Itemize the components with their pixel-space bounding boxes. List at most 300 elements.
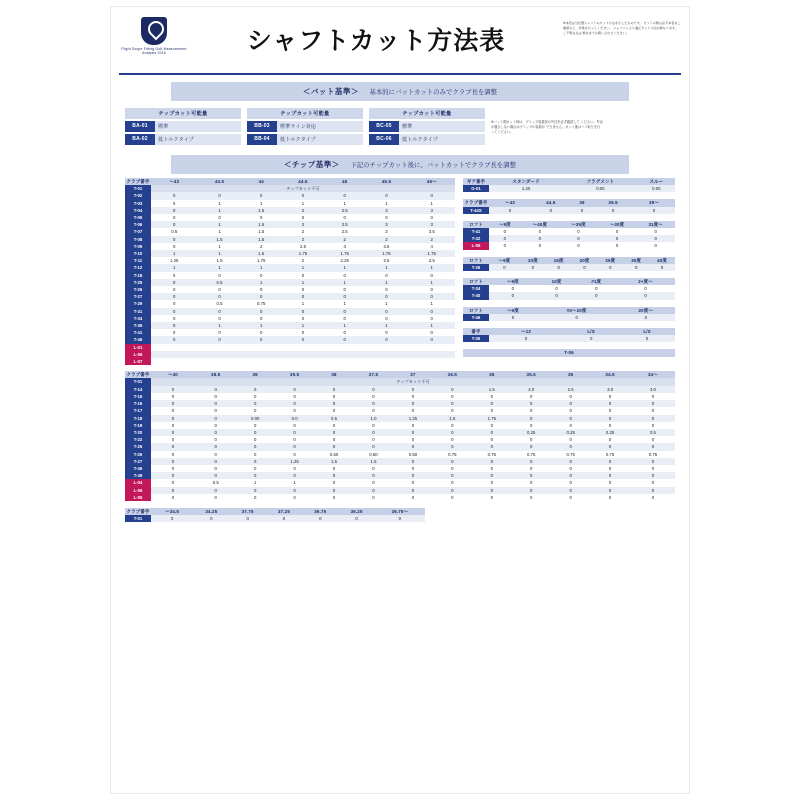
table-cell: 0	[195, 422, 237, 429]
column-header: 34.25	[193, 508, 229, 515]
table-cell: 0	[473, 458, 510, 465]
column-header: L/S	[619, 328, 675, 335]
table-cell: 1.5	[432, 415, 474, 422]
column-header: ロフト	[463, 257, 489, 264]
table-cell: 0.75	[510, 451, 552, 458]
row-label: G-01	[463, 185, 489, 192]
table-cell: 0	[151, 465, 195, 472]
table-cell: 0	[151, 407, 195, 414]
table-cell: 0	[242, 308, 281, 315]
table-cell: 1.5	[242, 221, 281, 228]
table-cell: 0	[589, 443, 631, 450]
table-cell	[325, 344, 364, 351]
row-label: T-12	[125, 264, 151, 271]
header-note: ※本表は当社製シャフトのカット方法を示したものです。 カットの際は必ず本表をご確認の上、作業を行ってください。 シャフトにより適正カット寸法が異なります。ご不明な点は 弊社までお問い合わせください。	[563, 21, 681, 35]
table-row	[125, 185, 455, 192]
table-cell: 0	[315, 465, 352, 472]
table-row	[125, 494, 675, 501]
column-header: ～40	[151, 371, 195, 378]
table-cell: 0	[151, 515, 193, 522]
table-row	[125, 214, 455, 221]
column-header: ロフト	[463, 278, 489, 285]
table-row	[125, 344, 455, 351]
column-header: ～9度	[489, 307, 537, 314]
table-cell: 0	[546, 264, 572, 271]
column-header: 10度	[520, 257, 546, 264]
table-cell: 0	[353, 465, 395, 472]
table-header-row	[463, 307, 675, 314]
table-cell: 0	[195, 429, 237, 436]
column-header: 10度	[537, 278, 577, 285]
table-cell: 1	[242, 200, 281, 207]
table-cell: 0	[597, 264, 623, 271]
table-cell: 0	[394, 386, 431, 393]
row-label: T-02	[125, 192, 151, 199]
table-cell: 1.5	[315, 458, 352, 465]
column-header: #1度	[576, 278, 616, 285]
table-row	[125, 436, 675, 443]
table-cell: 2	[242, 243, 281, 250]
table-cell: 0	[151, 386, 195, 393]
table-cell: 0	[633, 207, 675, 214]
table-cell	[151, 344, 197, 351]
document-page	[110, 6, 690, 794]
table-cell: 0	[274, 407, 316, 414]
table-cell: 0	[281, 293, 325, 300]
table-cell: 0	[242, 329, 281, 336]
butt-column-a-head: チップカット可能量	[125, 108, 241, 119]
table-cell: 0	[151, 451, 195, 458]
table-cell: 1	[242, 322, 281, 329]
table-cell: 0.75	[552, 451, 589, 458]
table-cell: 0.50	[394, 451, 431, 458]
table-cell: 0	[353, 386, 395, 393]
table-row	[125, 472, 675, 479]
column-header: 44.5	[281, 178, 325, 185]
table-cell: 0	[315, 443, 352, 450]
table-cell: 0	[394, 393, 431, 400]
table-cell: 0	[510, 443, 552, 450]
table-cell: 0	[531, 207, 571, 214]
table-cell: 0	[364, 293, 408, 300]
table-cell: 0	[302, 515, 338, 522]
column-header: #0～20度	[537, 307, 617, 314]
column-header: 20度～	[617, 307, 675, 314]
column-header: 30度	[623, 257, 649, 264]
table-cell: 0	[195, 465, 237, 472]
table-cell: 0	[325, 214, 364, 221]
column-header: クラブ番手	[126, 508, 150, 514]
butt-code: BC-05	[369, 121, 399, 132]
table-cell: 0	[151, 214, 197, 221]
table-cell: 0	[274, 422, 316, 429]
table-cell: 0	[537, 292, 577, 299]
table-cell: 0	[315, 422, 352, 429]
table-cell: 0	[151, 192, 197, 199]
row-label: T-07	[125, 228, 151, 235]
table-row	[125, 378, 675, 385]
row-label: T-11	[125, 257, 151, 264]
table-cell: 0	[281, 214, 325, 221]
table-cell: 0	[552, 494, 589, 501]
table-cell: 0	[572, 264, 598, 271]
table-cell: 0	[408, 214, 455, 221]
table-cell: 0	[195, 386, 237, 393]
table-cell: 1.5	[242, 228, 281, 235]
table-row	[125, 308, 455, 315]
table-cell: 0	[197, 286, 241, 293]
table-cell: 0.00	[638, 185, 675, 192]
column-header: 38	[315, 371, 352, 378]
table-cell: 0	[237, 487, 274, 494]
table-cell: 0	[473, 479, 510, 486]
table-cell: 0	[353, 472, 395, 479]
table-cell: 0	[510, 422, 552, 429]
table-row	[463, 264, 675, 271]
table-cell: 0	[619, 335, 675, 342]
table-cell: 0	[237, 429, 274, 436]
row-label: T-36	[125, 322, 151, 329]
table-cell: 0	[408, 329, 455, 336]
table-cell: 1	[325, 322, 364, 329]
table-row	[463, 335, 675, 342]
table-cell: 0	[408, 336, 455, 343]
table-left-top	[125, 178, 455, 365]
table-cell: 0	[242, 192, 281, 199]
table-cell: 0	[510, 494, 552, 501]
row-label: T-14	[125, 386, 151, 393]
table-row	[125, 207, 455, 214]
table-cell: 0	[473, 422, 510, 429]
table-cell: 0	[576, 285, 616, 292]
table-cell: 0	[151, 487, 195, 494]
table-cell: 0	[195, 451, 237, 458]
column-header: 36.75～	[375, 508, 425, 515]
table-cell: 0	[408, 192, 455, 199]
table-cell: 0	[537, 285, 577, 292]
table-header-row	[463, 278, 675, 285]
table-cell: 0	[353, 479, 395, 486]
table-cell: 0	[394, 436, 431, 443]
table-cell: 1.75	[242, 257, 281, 264]
row-label: T-05	[125, 214, 151, 221]
table-cell: 3.5	[364, 243, 408, 250]
table-cell: 0	[315, 494, 352, 501]
table-cell: 2	[281, 236, 325, 243]
table-cell: 0	[394, 458, 431, 465]
table-cell: 0	[552, 436, 589, 443]
column-header: 43.5	[197, 178, 241, 185]
table-row	[125, 407, 675, 414]
table-cell: 1	[197, 221, 241, 228]
table-cell: 0	[598, 235, 637, 242]
table-cell: 0	[636, 228, 675, 235]
row-label: T-16	[125, 400, 151, 407]
table-cell: 0	[510, 472, 552, 479]
table-cell: 2.0	[510, 386, 552, 393]
column-header: 16度	[546, 257, 572, 264]
table-cell: 1.5	[197, 257, 241, 264]
table-cell: 2.5	[325, 228, 364, 235]
butt-row	[369, 134, 485, 145]
butt-desc: 低トルクタイプ	[277, 134, 363, 145]
table-cell: 0	[489, 335, 563, 342]
table-cell: 0	[315, 400, 352, 407]
row-label: T-49	[125, 472, 151, 479]
table-cell: 0	[151, 221, 197, 228]
table-cell	[197, 358, 241, 365]
row-label: T-08	[125, 236, 151, 243]
table-cell: 0	[432, 407, 474, 414]
column-header: 39.5	[274, 371, 316, 378]
table-row	[463, 235, 675, 242]
table-cell: 0	[281, 336, 325, 343]
table-cell: 0	[552, 415, 589, 422]
table-cell: 0	[325, 315, 364, 322]
table-cell: 1	[197, 264, 241, 271]
table-cell: 0	[242, 214, 281, 221]
table-cell: 0.25	[552, 429, 589, 436]
table-cell: 0	[552, 407, 589, 414]
column-header: ～40度	[521, 221, 560, 228]
table-cell: 0	[589, 407, 631, 414]
table-cell: 1	[364, 264, 408, 271]
table-cell: 1	[197, 207, 241, 214]
column-header: 40度	[649, 257, 675, 264]
column-header: ロフト	[463, 221, 489, 228]
table-cell: 1	[364, 279, 408, 286]
table-cell: 0	[325, 308, 364, 315]
table-cell: 0	[364, 315, 408, 322]
page-title: シャフトカット方法表	[246, 26, 506, 55]
table-cell: 0	[237, 472, 274, 479]
table-cell	[197, 351, 241, 358]
table-cell: 0	[589, 458, 631, 465]
table-cell: 0	[364, 286, 408, 293]
table-cell: 0	[432, 429, 474, 436]
table-cell: 0	[353, 436, 395, 443]
table-cell	[408, 344, 455, 351]
table-cell: 0	[353, 429, 395, 436]
table-cell: 0	[195, 407, 237, 414]
butt-code: BA-01	[125, 121, 155, 132]
table-cell: 1.25	[151, 257, 197, 264]
table-row	[125, 351, 455, 358]
table-cell: 1.0	[353, 415, 395, 422]
table-cell: 0	[473, 472, 510, 479]
table-cell: 2.5	[281, 243, 325, 250]
butt-desc: 標準	[399, 121, 485, 132]
table-cell: 2.5	[364, 257, 408, 264]
column-header: 20度	[572, 257, 598, 264]
table-cell: 0	[237, 458, 274, 465]
column-header: 36.5	[432, 371, 474, 378]
row-label: L-04	[125, 479, 151, 486]
table-row	[125, 315, 455, 322]
table-cell: 0	[151, 279, 197, 286]
table-cell: 0	[274, 443, 316, 450]
table-cell: 0	[151, 300, 197, 307]
table-cell: 0	[195, 487, 237, 494]
butt-column-b	[247, 108, 363, 145]
table-cell: 0	[631, 393, 675, 400]
row-label: T-41	[463, 228, 489, 235]
table-cell: 0	[631, 465, 675, 472]
column-header: 44.5	[531, 199, 571, 206]
table-cell: 0.75	[589, 451, 631, 458]
table-cell: 0	[598, 242, 637, 249]
table-cell: 0	[151, 207, 197, 214]
table-cell: 0	[473, 465, 510, 472]
table-cell: 0	[353, 407, 395, 414]
table-cell: 0	[432, 494, 474, 501]
table-cell: 0	[274, 386, 316, 393]
table-cell: 0	[151, 243, 197, 250]
table-cell: 0	[151, 479, 195, 486]
row-label: L-06	[463, 242, 489, 249]
table-cell: 3	[325, 243, 364, 250]
table-cell: 0	[394, 479, 431, 486]
table-cell: 0	[151, 429, 195, 436]
table-cell	[242, 358, 281, 365]
row-label: T-18	[125, 272, 151, 279]
table-cell: 0	[151, 494, 195, 501]
table-cell: 0	[636, 235, 675, 242]
table-header-row	[463, 221, 675, 228]
column-header: 37.25	[266, 508, 302, 515]
table-cell: 0	[552, 443, 589, 450]
table-cell: 0	[197, 293, 241, 300]
table-row	[125, 429, 675, 436]
table-cell: 0	[589, 436, 631, 443]
table-cell: 0	[473, 429, 510, 436]
table-cell: 0	[623, 264, 649, 271]
row-label: T-01	[125, 185, 151, 192]
row-label: L-06	[125, 487, 151, 494]
butt-row	[125, 121, 241, 132]
table-row	[125, 322, 455, 329]
table-cell: 0	[394, 487, 431, 494]
table-cell: 0	[432, 393, 474, 400]
table-cell: 0	[195, 472, 237, 479]
table-cell: 0.75	[242, 300, 281, 307]
table-row	[125, 336, 455, 343]
table-cell: 0	[521, 228, 560, 235]
table-cell: 0	[325, 293, 364, 300]
table-header-row	[463, 199, 675, 206]
column-header: L/S	[563, 328, 619, 335]
table-cell: 0	[151, 272, 197, 279]
butt-band-title: ＜バット基準＞	[302, 87, 359, 96]
table-cell: 0	[489, 207, 531, 214]
row-label: T-19	[125, 422, 151, 429]
row-span-note: チップカット不可	[151, 185, 455, 192]
table-cell: 1	[237, 479, 274, 486]
table-cell: 4	[408, 243, 455, 250]
table-cell: 3	[408, 207, 455, 214]
table-cell: 0	[237, 451, 274, 458]
column-header: 35	[552, 371, 589, 378]
column-header: クラブ番手	[464, 200, 488, 206]
table-cell: 0	[489, 292, 537, 299]
butt-desc: 標準ライン対応	[277, 121, 363, 132]
table-right-4	[463, 257, 675, 271]
table-cell: 0	[281, 329, 325, 336]
table-cell: 1	[408, 300, 455, 307]
table-cell: 0	[242, 336, 281, 343]
table-cell: 1	[197, 228, 241, 235]
table-cell: 0	[473, 494, 510, 501]
column-header: T-06	[463, 349, 675, 356]
table-cell: 0	[559, 235, 598, 242]
table-cell: 0	[589, 415, 631, 422]
table-row	[125, 293, 455, 300]
table-cell: 0	[408, 308, 455, 315]
table-cell: 0	[394, 422, 431, 429]
table-cell: 0	[510, 487, 552, 494]
butt-code: BA-02	[125, 134, 155, 145]
table-cell: 0	[432, 465, 474, 472]
table-cell: 0	[631, 415, 675, 422]
table-cell	[242, 344, 281, 351]
table-cell: 0	[432, 443, 474, 450]
table-cell: 0.0	[274, 415, 316, 422]
row-label: T-40	[463, 292, 489, 299]
table-cell: 0	[281, 272, 325, 279]
table-row	[125, 458, 675, 465]
header-divider	[119, 73, 681, 75]
table-cell: 0	[266, 515, 302, 522]
column-header: 39	[237, 371, 274, 378]
table-row	[125, 415, 675, 422]
table-cell: 1	[364, 300, 408, 307]
row-label: T-25	[125, 279, 151, 286]
table-right-8	[463, 349, 675, 356]
table-cell: 0	[237, 494, 274, 501]
row-label: T-03	[125, 200, 151, 207]
table-cell: 0	[616, 285, 675, 292]
table-cell: 0	[193, 515, 229, 522]
table-cell: 0	[631, 443, 675, 450]
table-cell: 0	[589, 472, 631, 479]
table-cell: 1	[274, 479, 316, 486]
table-cell: 0	[631, 436, 675, 443]
page-title-wrap	[189, 13, 563, 57]
column-header: 34～	[631, 371, 675, 378]
butt-column-c	[369, 108, 485, 145]
column-header: ～12	[489, 328, 563, 335]
butt-code: BB-04	[247, 134, 277, 145]
table-cell: 0	[631, 400, 675, 407]
table-row	[125, 250, 455, 257]
table-cell: 0	[195, 400, 237, 407]
table-bottom	[125, 371, 675, 501]
table-row	[463, 242, 675, 249]
table-cell: 0	[649, 264, 675, 271]
column-header: ～43	[489, 199, 531, 206]
table-cell: 1	[325, 300, 364, 307]
table-cell	[408, 351, 455, 358]
column-header: クラブ番手	[126, 372, 150, 378]
column-header: 37	[394, 371, 431, 378]
table-cell: 0	[473, 407, 510, 414]
table-cell: 0	[151, 236, 197, 243]
table-cell: 0	[325, 336, 364, 343]
table-cell: 0	[489, 285, 537, 292]
table-cell: 0	[432, 472, 474, 479]
table-cell: 1.75	[408, 250, 455, 257]
table-cell: 1	[197, 200, 241, 207]
